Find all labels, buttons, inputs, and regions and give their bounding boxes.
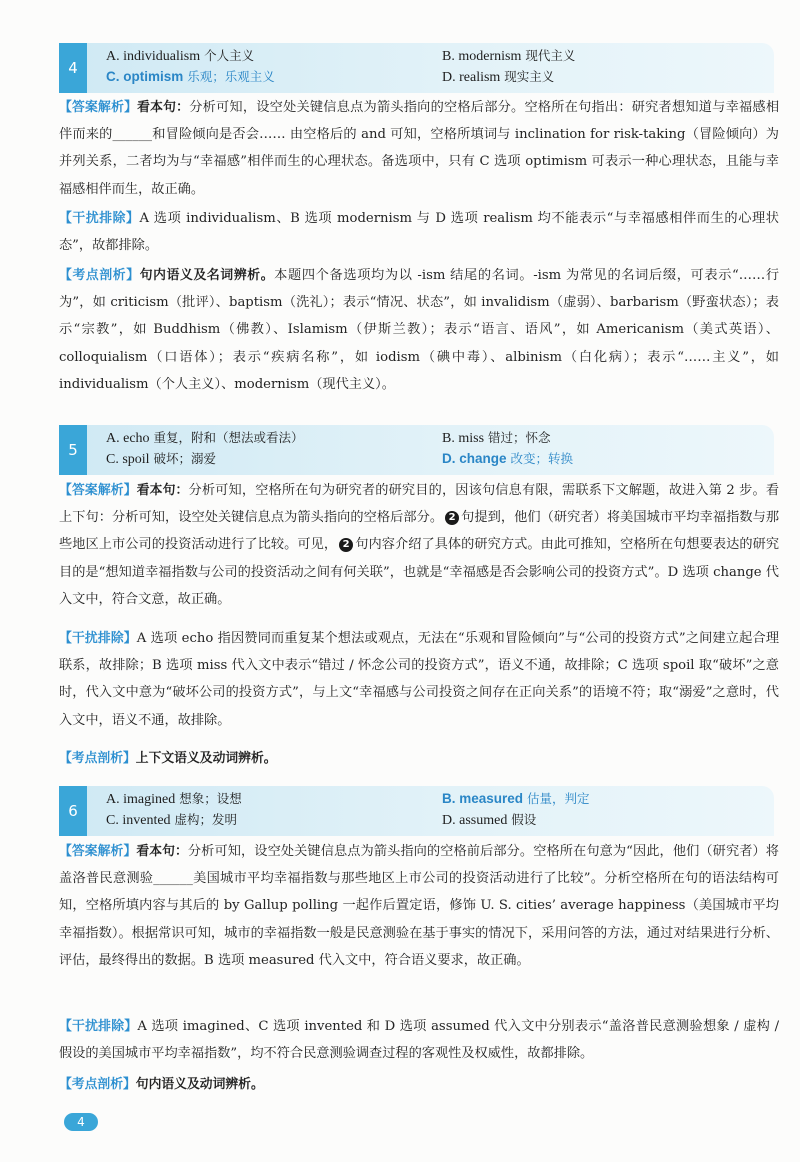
option-a: A. individualism 个人主义: [106, 48, 255, 64]
option-b: B. modernism 现代主义: [442, 48, 576, 64]
exam-point-4: 【考点剖析】句内语义及名词辨析。本题四个备选项均为以 -ism 结尾的名词。-ism 为常见的名词后缀，可表示“……行为”，如 criticism（批评）、baptism（洗礼）；表示“情况、状态”，如 invalidism（虚弱）、barbarism（野蛮状态）；表示“宗教”，如 Buddhism（佛教）、Islamism（伊斯兰教）；表示“语言、语风”，如 Americanism（美式英语）、colloquialism（口语体）；表示“疾病名称”，如 iodism（碘中毒）、albinism（白化病）；表示“……主义”，如 individualism（个人主义）、modernism（现代主义）。: [59, 268, 780, 392]
option-a: A. imagined 想象；设想: [106, 791, 242, 807]
distractor-analysis-4: 【干扰排除】A 选项 individualism、B 选项 modernism 与 D 选项 realism 均不能表示“与幸福感相伴而生的心理状态”，故都排除。: [59, 211, 779, 254]
answer-analysis-6: 【答案解析】看本句：分析可知，设空处关键信息点为箭头指向的空格前后部分。空格所在句意为“因此，他们（研究者）将盖洛普民意测验______美国城市平均幸福指数与那些地区上市公司的投资活动进行了比较”。分析空格所在句的语法结构可知，空格所填内容与其后的 by Gallup polling 一起作后置定语，修饰 U. S. cities’ average happiness（美国城市平均幸福指数）。根据常识可知，城市的幸福指数一般是民意测验在基于事实的情况下，采用问答的方法，通过对结果进行分析、评估，最终得出的数据。B 选项 measured 代入文中，符合语义要求，故正确。: [59, 844, 779, 968]
option-c: C. invented 虚构；发明: [106, 812, 238, 828]
question-5-options-box: [59, 425, 774, 475]
page-number: 4: [64, 1113, 98, 1131]
answer-analysis-5: 【答案解析】看本句：分析可知，空格所在句为研究者的研究目的，因该句信息有限，需联系下文解题，故进入第 2 步。看上下句：分析可知，设空处关键信息点为箭头指向的空格后部分。 2 句提到，他们（研究者）将美国城市平均幸福指数与那些地区上市公司的投资活动进行了比较。可见， 2 句内容介绍了具体的研究方式。由此可推知，空格所在句想要表达的研究目的是“想知道幸福指数与公司的投资活动之间有何关联”，也就是“幸福感是否会影响公司的投资方式”。D 选项 change 代入文中，符合文意，故正确。: [59, 483, 780, 607]
question-number: 5: [59, 425, 87, 475]
option-a: A. echo 重复，附和（想法或看法）: [106, 430, 304, 446]
exam-point-6: 【考点剖析】句内语义及动词辨析。: [59, 1077, 264, 1092]
distractor-analysis-6: 【干扰排除】A 选项 imagined、C 选项 invented 和 D 选项 assumed 代入文中分别表示“盖洛普民意测验想象 / 虚构 / 假设的美国城市平均幸福指数”，均不符合民意测验调查过程的客观性及权威性，故都排除。: [59, 1019, 780, 1062]
option-b-correct: B. measured 估量，判定: [442, 791, 590, 806]
question-4-options-box: [59, 43, 774, 93]
option-d: D. assumed 假设: [442, 812, 537, 828]
exam-point-5: 【考点剖析】上下文语义及动词辨析。: [59, 751, 277, 766]
option-d-correct: D. change 改变；转换: [442, 451, 573, 466]
option-d: D. realism 现实主义: [442, 69, 555, 85]
answer-analysis-4: 【答案解析】看本句：分析可知，设空处关键信息点为箭头指向的空格后部分。空格所在句指出：研究者想知道与幸福感相伴而来的______和冒险倾向是否会…… 由空格后的 and 可知，空格所填词与 inclination for risk-taking（冒险倾向）为并列关系，二者均为与“幸福感”相伴而生的心理状态。备选项中，只有 C 选项 optimism 可表示一种心理状态，且能与幸福感相伴而生，故正确。: [59, 100, 780, 197]
circled-number-icon: 2: [445, 511, 459, 525]
question-number: 4: [59, 43, 87, 93]
question-6-options-box: [59, 786, 774, 836]
distractor-analysis-5: 【干扰排除】A 选项 echo 指因赞同而重复某个想法或观点，无法在“乐观和冒险倾向”与“公司的投资方式”之间建立起合理联系，故排除；B 选项 miss 代入文中表示“错过 / 怀念公司的投资方式”，语义不通，故排除；C 选项 spoil 取“破坏”之意时，代入文中意为“破坏公司的投资方式”，与上文“幸福感与公司投资之间存在正向关系”的语境不符；取“溺爱”之意时，代入文中，语义不通，故排除。: [59, 631, 780, 728]
option-c-correct: C. optimism 乐观；乐观主义: [106, 69, 275, 84]
option-c: C. spoil 破坏；溺爱: [106, 451, 217, 467]
option-b: B. miss 错过；怀念: [442, 430, 551, 446]
circled-number-icon: 2: [339, 538, 353, 552]
question-number: 6: [59, 786, 87, 836]
